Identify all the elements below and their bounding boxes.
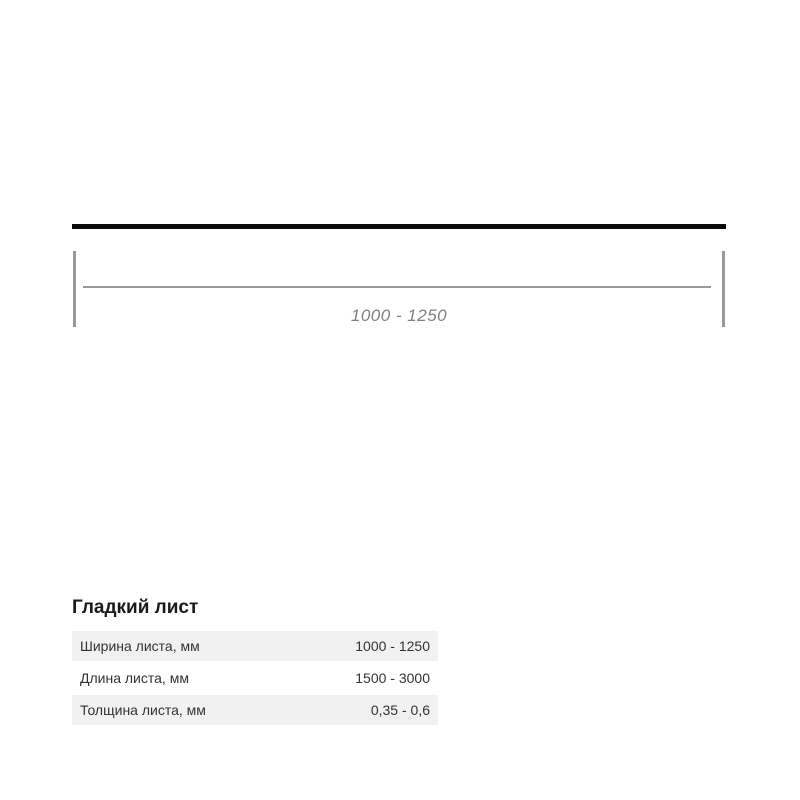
- row-label: Толщина листа, мм: [80, 702, 206, 718]
- table-row: [72, 695, 438, 725]
- table-row: [72, 663, 438, 693]
- row-value: 1000 - 1250: [355, 638, 430, 654]
- dimension-line: [83, 286, 711, 288]
- sheet-profile-line: [72, 224, 726, 229]
- spec-table: [72, 631, 438, 727]
- sheet-dimension-diagram: [0, 0, 800, 340]
- table-row: [72, 631, 438, 661]
- row-value: 1500 - 3000: [355, 670, 430, 686]
- dimension-label: 1000 - 1250: [350, 306, 448, 325]
- row-label: Ширина листа, мм: [80, 638, 200, 654]
- row-value: 0,35 - 0,6: [370, 702, 430, 718]
- row-label: Длина листа, мм: [80, 670, 189, 686]
- section-title: Гладкий лист: [72, 597, 199, 618]
